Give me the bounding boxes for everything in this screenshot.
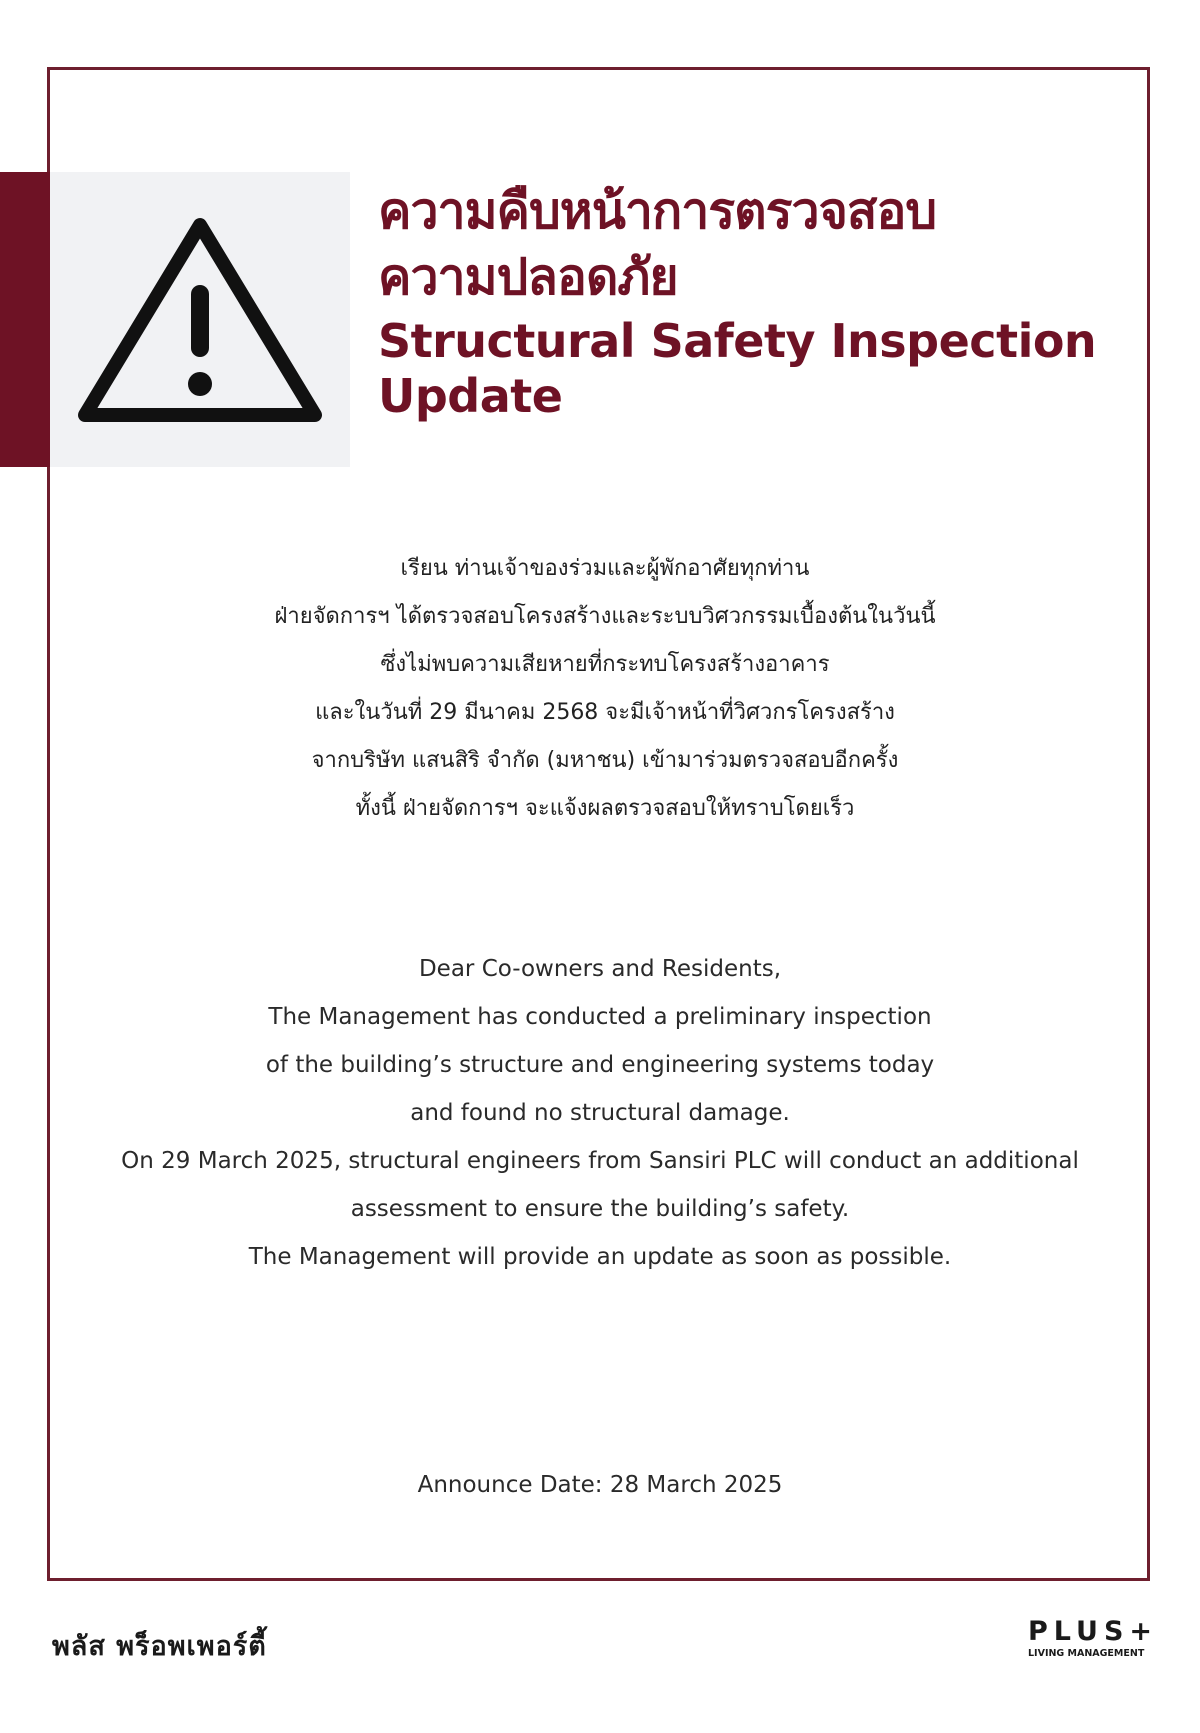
english-body-line: of the building’s structure and engineering systems today	[265, 1052, 935, 1078]
thai-body-line: เรียน ท่านเจ้าของร่วมและผู้พักอาศัยทุกท่าน	[400, 556, 810, 581]
warning-icon-panel	[50, 172, 350, 467]
english-body-line: The Management will provide an update as soon as possible.	[248, 1244, 952, 1270]
thai-body	[110, 545, 1100, 833]
title-english-line-1: Structural Safety Inspection	[378, 314, 1097, 368]
english-body-line: On 29 March 2025, structural engineers from Sansiri PLC will conduct an additional	[121, 1148, 1079, 1174]
notice-title	[378, 178, 1138, 424]
logo-main-text: PLUS+	[1028, 1616, 1159, 1647]
thai-body-line: ทั้งนี้ ฝ่ายจัดการฯ จะแจ้งผลตรวจสอบให้ทราบโดยเร็ว	[355, 796, 855, 821]
announce-date: Announce Date: 28 March 2025	[417, 1472, 783, 1498]
english-body	[90, 945, 1110, 1281]
english-body-line: and found no structural damage.	[410, 1100, 790, 1126]
warning-triangle-icon	[70, 207, 330, 432]
title-thai-line-2: ความปลอดภัย	[378, 248, 678, 306]
thai-body-line: ฝ่ายจัดการฯ ได้ตรวจสอบโครงสร้างและระบบวิศวกรรมเบื้องต้นในวันนี้	[274, 604, 936, 629]
accent-side-bar	[0, 172, 50, 467]
title-english-line-2: Update	[378, 369, 563, 423]
thai-body-line: จากบริษัท แสนสิริ จำกัด (มหาชน) เข้ามาร่วมตรวจสอบอีกครั้ง	[311, 748, 899, 773]
english-body-line: assessment to ensure the building’s safety.	[350, 1196, 850, 1222]
thai-body-line: ซึ่งไม่พบความเสียหายที่กระทบโครงสร้างอาคาร	[380, 652, 830, 677]
plus-logo	[1028, 1617, 1158, 1661]
company-name-thai: พลัส พร็อพเพอร์ตี้	[52, 1631, 267, 1662]
english-body-line: The Management has conducted a preliminary inspection	[268, 1004, 932, 1030]
thai-body-line: และในวันที่ 29 มีนาคม 2568 จะมีเจ้าหน้าที่วิศวกรโครงสร้าง	[315, 700, 895, 725]
english-body-line: Dear Co-owners and Residents,	[418, 956, 782, 982]
title-thai-line-1: ความคืบหน้าการตรวจสอบ	[378, 182, 937, 240]
title-english	[378, 314, 1138, 424]
logo-sub-text: LIVING MANAGEMENT	[1028, 1648, 1145, 1659]
